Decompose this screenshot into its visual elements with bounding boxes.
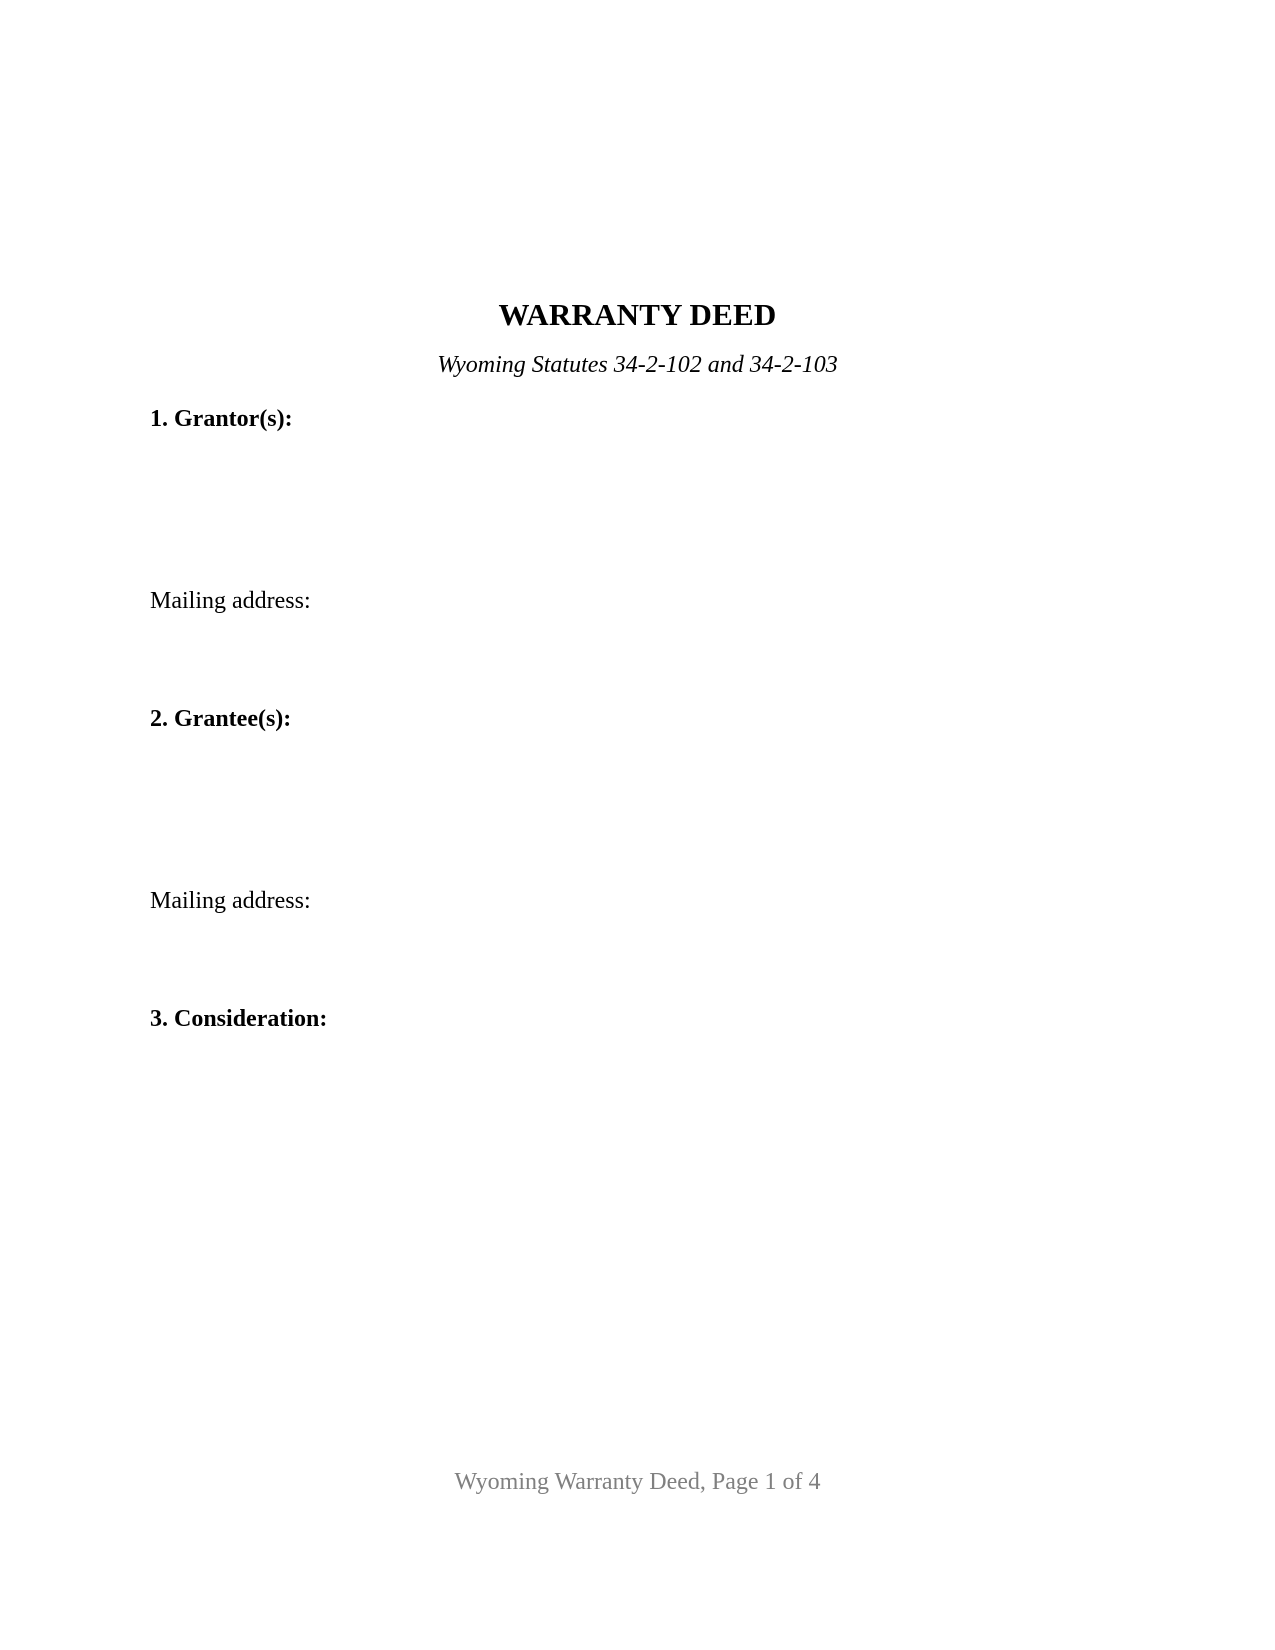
page-footer: Wyoming Warranty Deed, Page 1 of 4 bbox=[454, 1469, 821, 1495]
grantee-heading: 2. Grantee(s): bbox=[150, 706, 292, 732]
document-subtitle: Wyoming Statutes 34-2-102 and 34-2-103 bbox=[437, 352, 838, 378]
consideration-heading: 3. Consideration: bbox=[150, 1006, 328, 1032]
grantor-heading: 1. Grantor(s): bbox=[150, 406, 293, 432]
document-title: WARRANTY DEED bbox=[498, 297, 777, 332]
grantor-mailing-address-label: Mailing address: bbox=[150, 588, 311, 614]
grantee-mailing-address-label: Mailing address: bbox=[150, 888, 311, 914]
